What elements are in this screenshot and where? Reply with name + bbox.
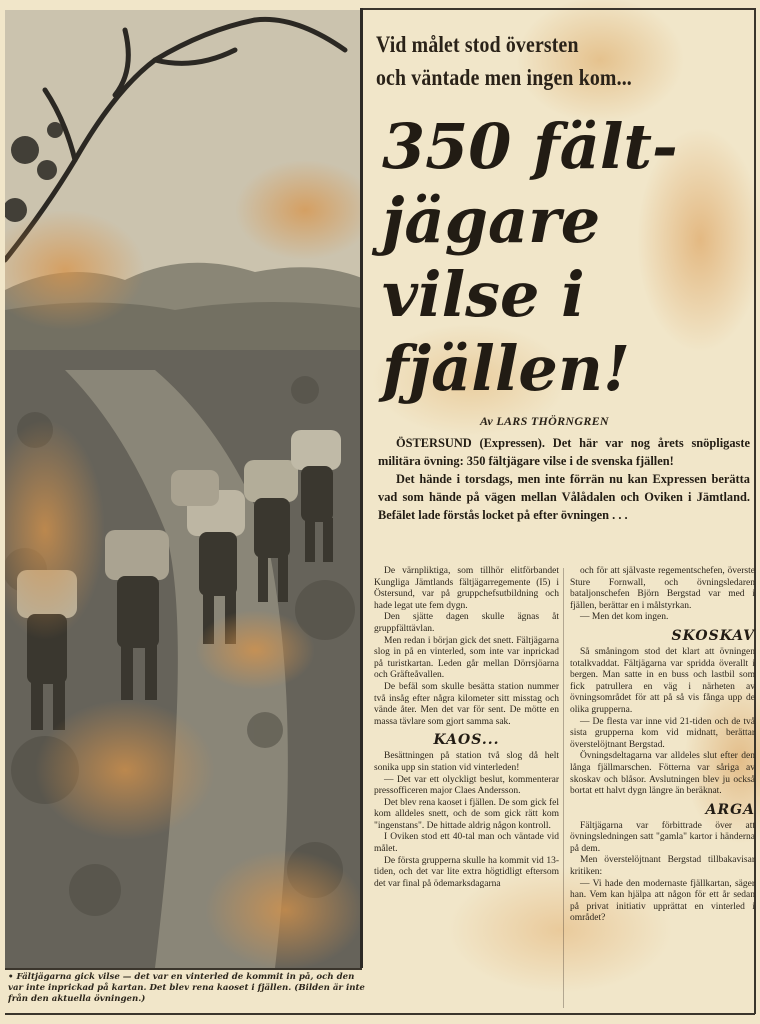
body-paragraph: Det blev rena kaoset i fjällen. De som gick fel kom alldeles snett, och de som gick rätt kom "ingenstans". De hittade aldrig någon kontroll. — [374, 797, 559, 831]
photo-border — [360, 8, 363, 968]
headline-line-2: jägare — [382, 184, 601, 257]
headline-line-1: 350 fält- — [382, 110, 678, 183]
kicker — [376, 28, 737, 94]
headline — [382, 110, 752, 406]
body-paragraph: och för att självaste regementschefen, överste Sture Fornwall, och övningsledaren bataljonschefen Björn Bergstad var med i fjällen, berättar en i målstyrkan. — [570, 566, 755, 611]
body-paragraph: De befäl som skulle besätta station nummer två insåg efter några kilometer sitt misstag och vände åter. Men det var för sent. De mötte en massa tävlare som gjort samma sak. — [374, 681, 559, 727]
body-paragraph: Övningsdeltagarna var alldeles slut efter den långa fjällmarschen. Fötterna var såriga av skoskav och blåsor. Avslutningen blev ju också bortat ett halvt dygn längre än beräknat. — [570, 751, 755, 797]
body-paragraph: — Vi hade den modernaste fjällkartan, säger han. Vem kan hjälpa att någon för ett år sedan på privat initiativ upprättat en vinterled i området? — [570, 878, 755, 924]
subheading-kaos: KAOS... — [433, 732, 500, 749]
body-paragraph: — Men det kom ingen. — [580, 612, 669, 623]
bottom-rule — [5, 1013, 755, 1015]
body-paragraph: Men överstelöjtnant Bergstad tillbakavisar kritiken: — [570, 855, 755, 878]
kicker-line-1: Vid målet stod översten — [376, 32, 579, 57]
caption-rule — [5, 968, 362, 970]
body-paragraph: Besättningen på station två slog då helt sonika upp sin station vid vinterleden! — [374, 751, 559, 773]
photo-caption: • Fältjägarna gick vilse — det var en vinterled de kommit in på, och den var inte inprickad på kartan. Det blev rena kaoset i fjällen. (Bilden är inte från den aktuella övningen.) — [8, 972, 365, 1004]
body-paragraph: — Det var ett olyckligt beslut, kommenterar pressofficeren major Claes Andersson. — [374, 774, 559, 797]
byline: Av LARS THÖRNGREN — [480, 414, 609, 428]
photo-illustration — [5, 10, 362, 968]
body-paragraph: I Oviken stod ett 40-tal man och väntade vid målet. — [374, 832, 559, 855]
body-column-2 — [570, 566, 755, 925]
headline-line-3: vilse i — [382, 258, 585, 331]
body-paragraph: De första grupperna skulle ha kommit vid 13-tiden, och det var lite extra högtidligt eftersom det var final på ödemarksdagarna — [374, 855, 559, 889]
hikers-photo — [5, 10, 362, 968]
column-divider — [563, 568, 564, 1008]
top-rule — [363, 8, 755, 10]
body-paragraph: De värnpliktiga, som tillhör elitförbandet Kungliga Jämtlands fältjägarregemente (I5) i Östersund, var på gruppchefsutbildning och hade legat ute fem dygn. — [374, 566, 559, 611]
headline-line-4: fjällen! — [382, 332, 631, 405]
lead-paragraph: ÖSTERSUND (Expressen). Det här var nog årets snöpligaste militära övning: 350 fältjägare vilse i de svenska fjällen! — [378, 436, 750, 469]
subheading-skoskav: SKOSKAV — [671, 627, 755, 644]
body-paragraph: Den sjätte dagen skulle ägnas åt gruppfälttävlan. — [374, 612, 559, 634]
kicker-line-2: och väntade men ingen kom... — [376, 65, 632, 90]
body-paragraph: Fältjägarna var förbittrade över att övningsledningen satt "gamla" kartor i händerna på dem. — [570, 820, 755, 854]
body-paragraph: Men redan i början gick det snett. Fältjägarna slog in på en vinterled, som inte var inprickad på turistkartan. Leden går mellan Dörrsjöarna och Gräfteåvallen. — [374, 635, 559, 681]
body-column-1 — [374, 566, 559, 890]
subheading-arga: ARGA — [705, 801, 755, 818]
lead-paragraphs — [378, 434, 750, 524]
body-paragraph: — De flesta var inne vid 21-tiden och de två sista grupperna kom vid midnatt, berättar överstelöjtnant Bergstad. — [570, 716, 755, 750]
lead-paragraph: Det hände i torsdags, men inte förrän nu kan Expressen berätta vad som hände på vägen mellan Vålådalen och Oviken i Jämtland. Befälet lade förstås locket på efter övningen . . . — [378, 472, 750, 523]
body-paragraph: Så småningom stod det klart att övningen totalkvaddat. Fältjägarna var spridda överallt i bergen. Man satte in en buss och lastbil som fick patrullera en väg i närheten av övningsområdet för att på så vis fånga upp de olika grupperna. — [570, 646, 755, 715]
